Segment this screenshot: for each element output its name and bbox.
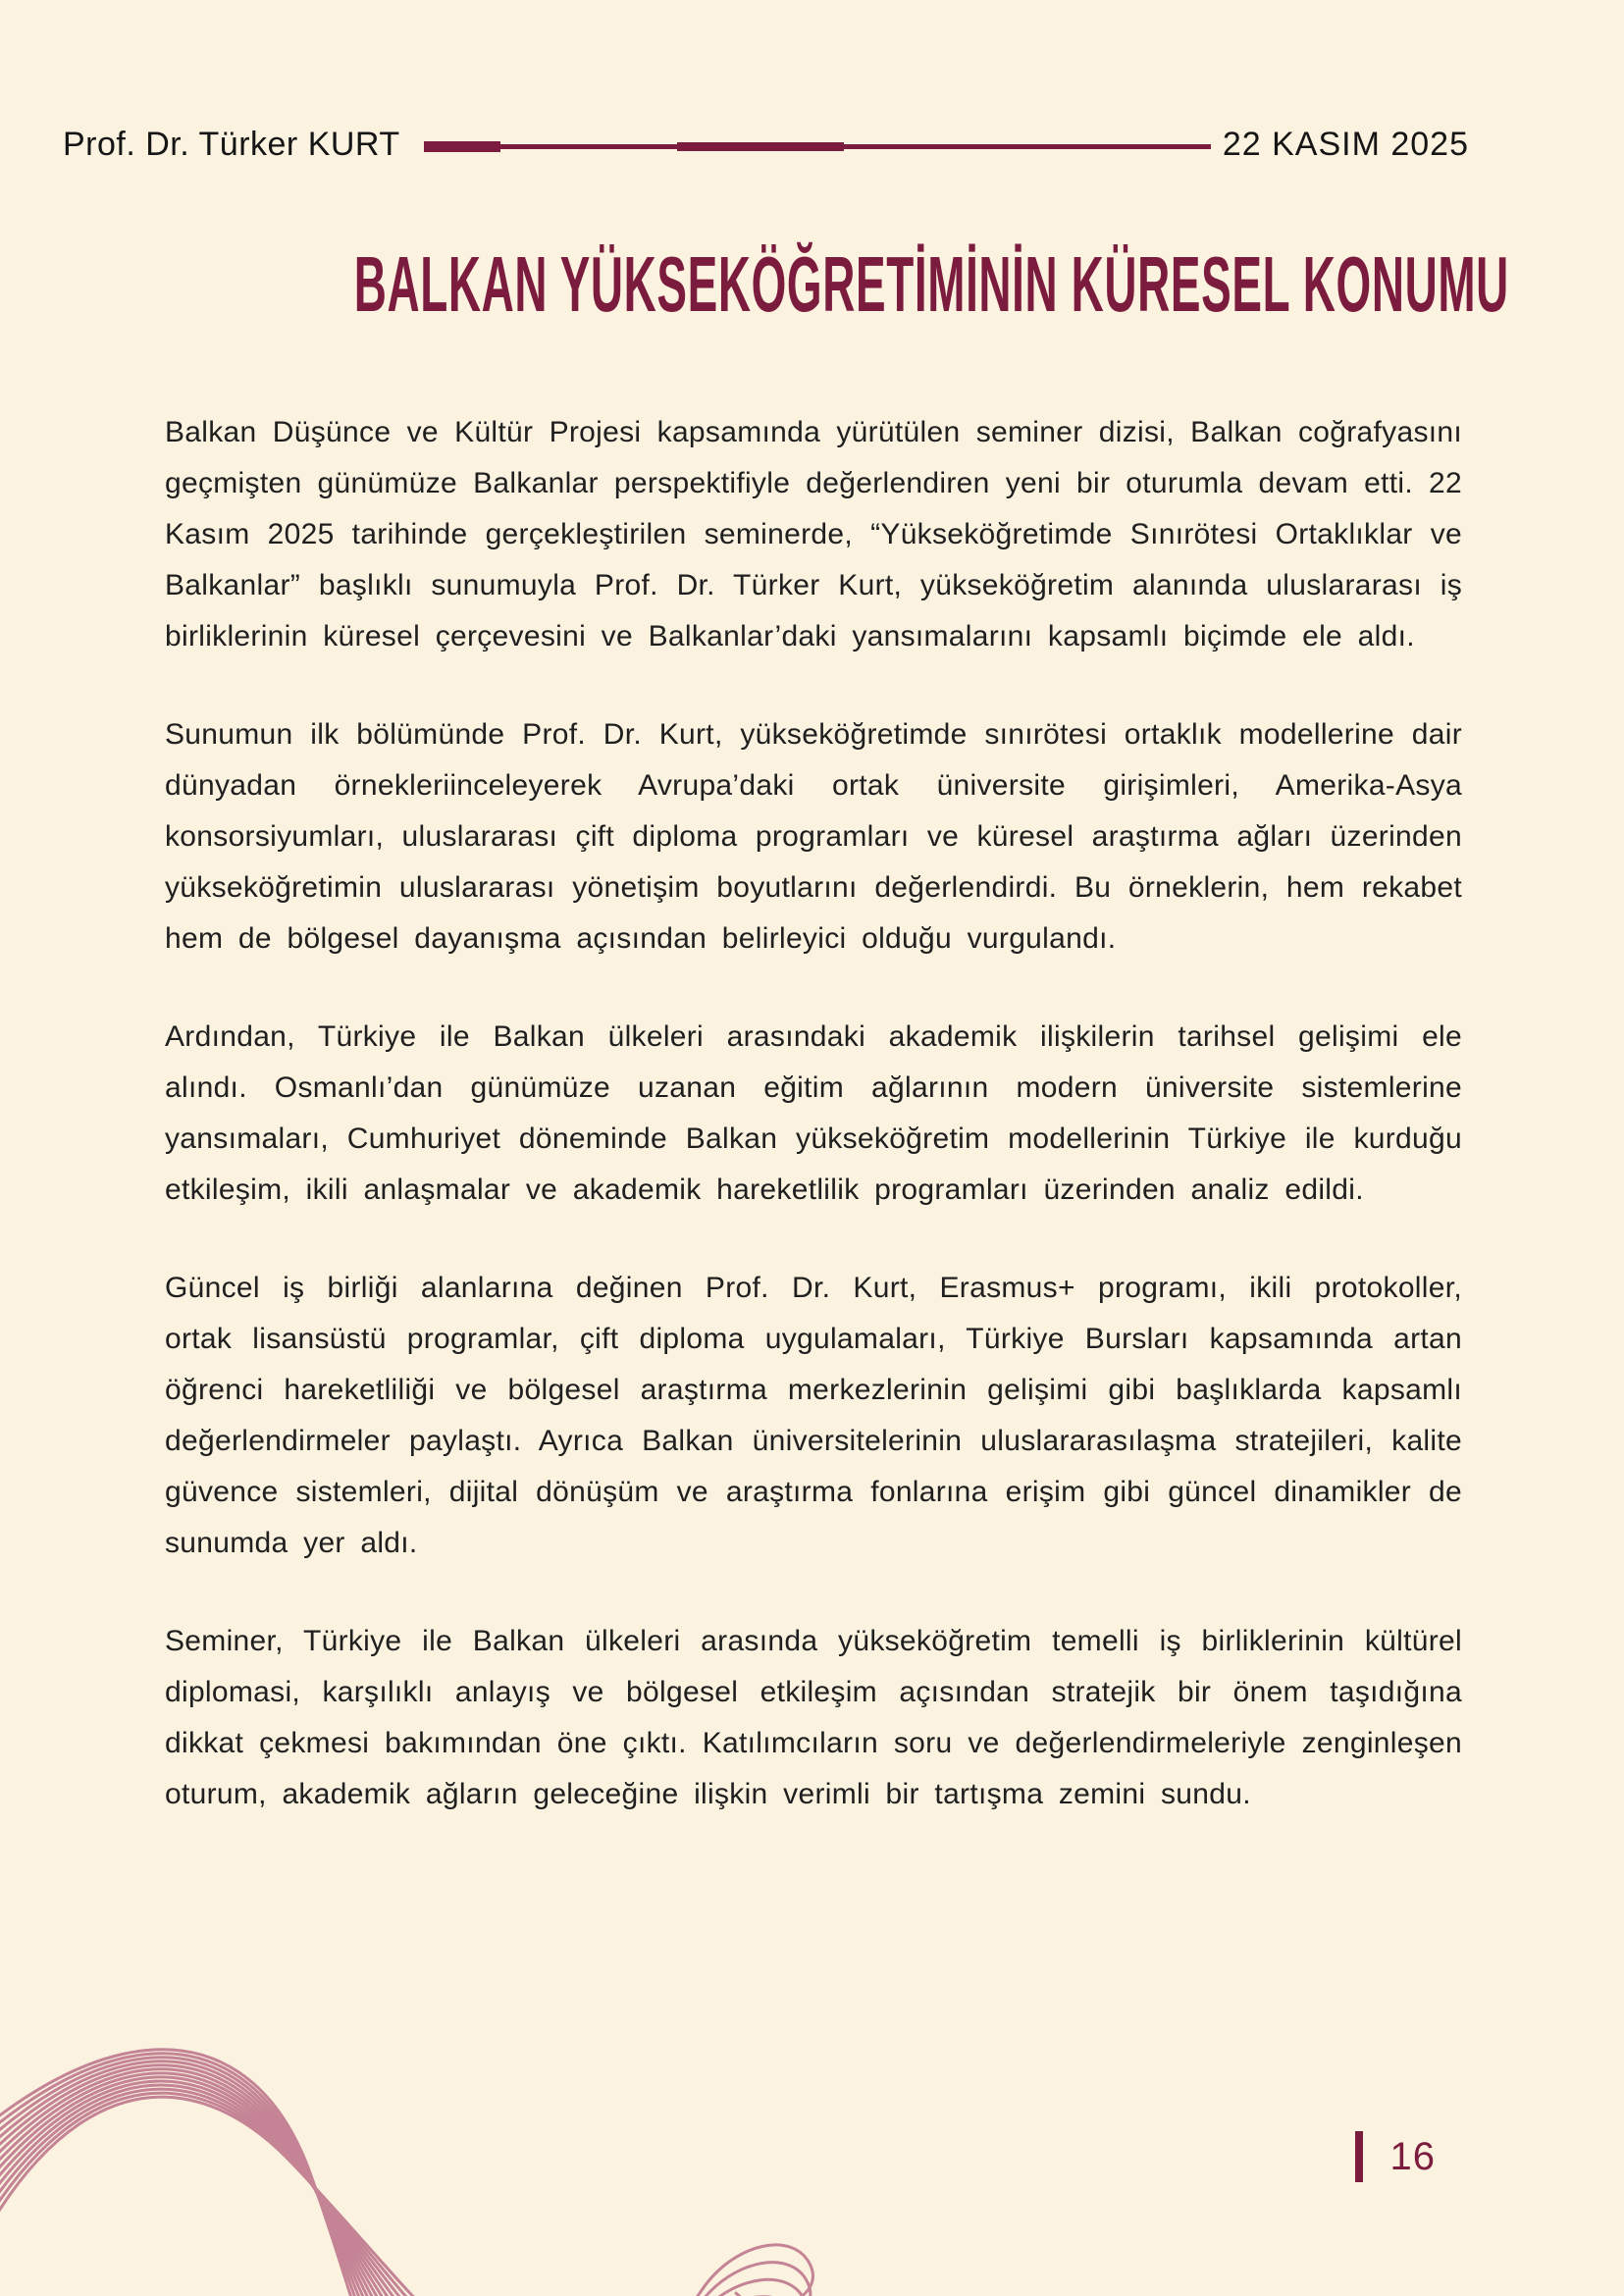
paragraph: Güncel iş birliği alanlarına değinen Prof. Dr. Kurt, Erasmus+ programı, ikili protokoller, ortak lisansüstü programlar, çift diploma uygulamaları, Türkiye Bursları kapsamında artan öğrenci hareketliliği ve bölgesel araştırma merkezlerinin gelişimi gibi başlıklarda kapsamlı değerlendirmeler paylaştı. Ayrıca Balkan üniversitelerinin uluslararasılaşma stratejileri, kalite güvence sistemleri, dijital dönüşüm ve araştırma fonlarına erişim gibi güncel dinamikler de sunumda yer aldı. xyxy=(165,1272,1462,1559)
page-header xyxy=(63,126,1469,164)
paragraph: Seminer, Türkiye ile Balkan ülkeleri arasında yükseköğretim temelli iş birliklerinin kültürel diplomasi, karşılıklı anlayış ve bölgesel etkileşim açısından stratejik bir önem taşıdığına dikkat çekmesi bakımından öne çıktı. Katılımcıların soru ve değerlendirmeleriyle zenginleşen oturum, akademik ağların geleceğine ilişkin verimli bir tartışma zemini sundu. xyxy=(165,1625,1462,1810)
author-name: Prof. Dr. Türker KURT xyxy=(63,126,400,163)
header-date: 22 KASIM 2025 xyxy=(1222,126,1469,163)
article-body xyxy=(165,407,1462,1820)
divider-thick-segment xyxy=(424,141,500,152)
header-divider-line xyxy=(424,144,1211,149)
paragraph: Balkan Düşünce ve Kültür Projesi kapsamında yürütülen seminer dizisi, Balkan coğrafyasını geçmişten günümüze Balkanlar perspektifiyle değerlendiren yeni bir oturumla devam etti. 22 Kasım 2025 tarihinde gerçekleştirilen seminerde, “Yükseköğretimde Sınırötesi Ortaklıklar ve Balkanlar” başlıklı sunumuyla Prof. Dr. Türker Kurt, yükseköğretim alanında uluslararası iş birliklerinin küresel çerçevesini ve Balkanlar’daki yansımalarını kapsamlı biçimde ele aldı. xyxy=(165,416,1462,652)
page-title xyxy=(0,239,1624,329)
page-number-footer xyxy=(1355,2131,1437,2182)
page-title-text: BALKAN YÜKSEKÖĞRETİMİNİN KÜRESEL KONUMU xyxy=(353,239,1509,329)
page-number-bar xyxy=(1355,2131,1363,2182)
divider-thick-segment xyxy=(677,142,844,151)
paragraph: Ardından, Türkiye ile Balkan ülkeleri arasındaki akademik ilişkilerin tarihsel gelişimi ele alındı. Osmanlı’dan günümüze uzanan eğitim ağlarının modern üniversite sistemlerine yansımaları, Cumhuriyet döneminde Balkan yükseköğretim modellerinin Türkiye ile kurduğu etkileşim, ikili anlaşmalar ve akademik hareketlilik programları üzerinden analiz edildi. xyxy=(165,1020,1462,1206)
spirograph-wave-decoration xyxy=(0,2031,883,2296)
paragraph: Sunumun ilk bölümünde Prof. Dr. Kurt, yükseköğretimde sınırötesi ortaklık modellerine dair dünyadan örnekleriinceleyerek Avrupa’daki ortak üniversite girişimleri, Amerika-Asya konsorsiyumları, uluslararası çift diploma programları ve küresel araştırma ağları üzerinden yükseköğretimin uluslararası yönetişim boyutlarını değerlendirdi. Bu örneklerin, hem rekabet hem de bölgesel dayanışma açısından belirleyici olduğu vurgulandı. xyxy=(165,718,1462,955)
page-number: 16 xyxy=(1389,2134,1436,2178)
